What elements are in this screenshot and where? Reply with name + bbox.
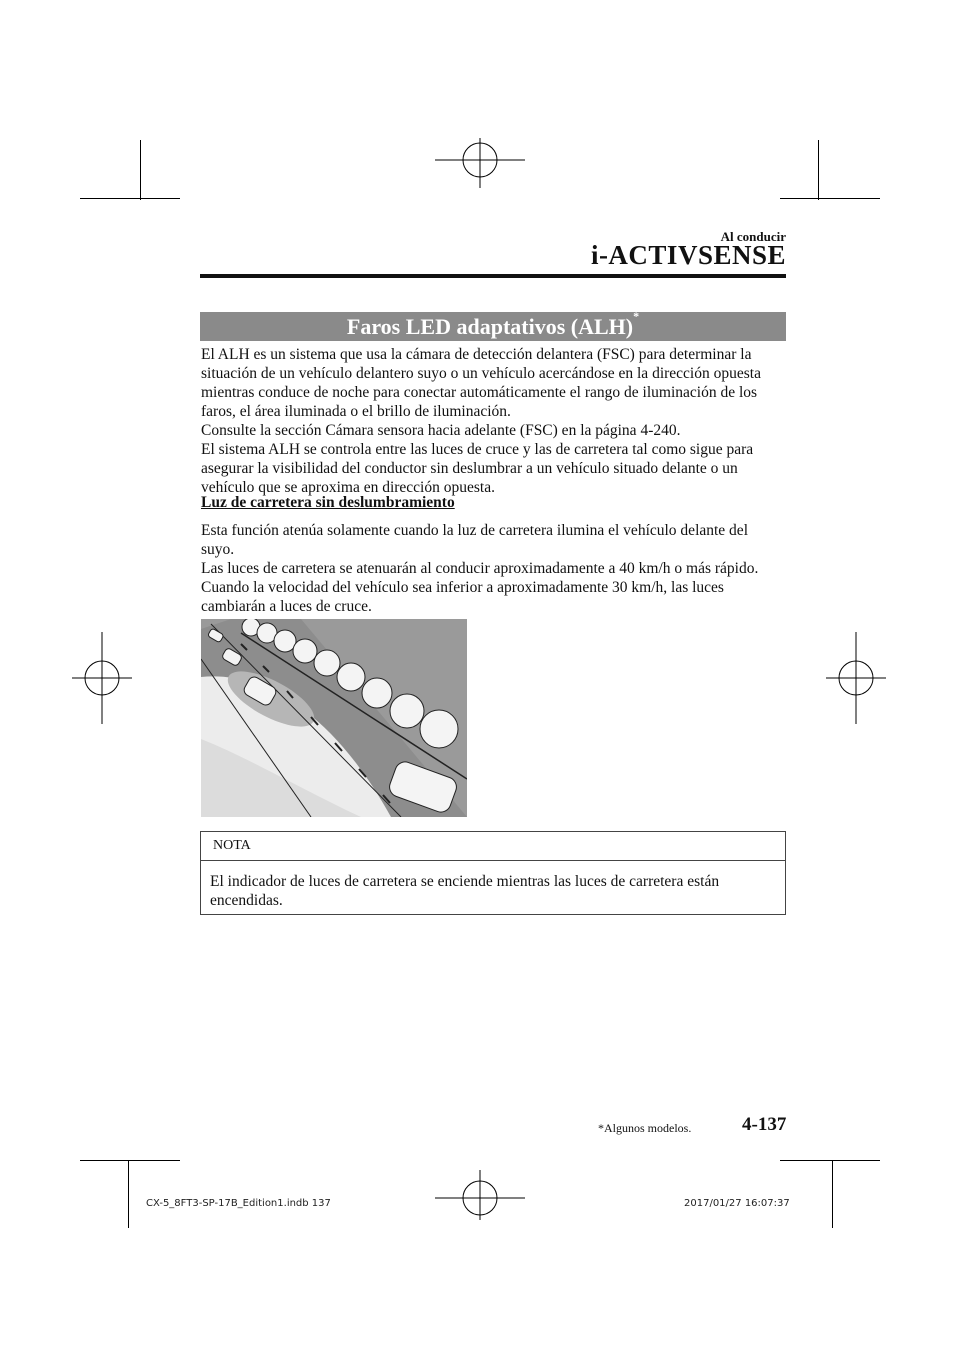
section-header: i-ACTIVSENSE	[590, 240, 786, 270]
intro-line: mientras conduce de noche para conectar automáticamente el rango de iluminación de los	[201, 384, 758, 401]
registration-mark-top	[435, 138, 525, 188]
intro-line: faros, el área iluminada o el brillo de iluminación.	[201, 403, 511, 420]
subsection-line: Esta función atenúa solamente cuando la luz de carretera ilumina el vehículo delante del	[201, 522, 748, 539]
intro-line: Consulte la sección Cámara sensora hacia adelante (FSC) en la página 4-240.	[201, 422, 681, 439]
subsection-paragraph	[201, 521, 785, 616]
subsection-line: suyo.	[201, 541, 235, 558]
footnote: *Algunos modelos.	[598, 1121, 692, 1135]
registration-mark-left	[72, 632, 132, 724]
note-line: El indicador de luces de carretera se enciende mientras las luces de carretera están	[210, 873, 720, 890]
intro-line: El ALH es un sistema que usa la cámara de detección delantera (FSC) para determinar la	[201, 346, 752, 363]
note-box	[200, 831, 786, 915]
registration-mark-right	[826, 632, 886, 724]
intro-paragraph	[201, 345, 785, 497]
intro-line: situación de un vehículo delantero suyo o un vehículo acercándose en la dirección opuesta	[201, 365, 761, 382]
print-date: 2017/01/27 16:07:37	[684, 1198, 790, 1209]
intro-line: El sistema ALH se controla entre las luces de cruce y las de carretera tal como sigue para	[201, 441, 754, 458]
section-title-bar	[200, 309, 786, 341]
chapter-label: Al conducir	[720, 229, 786, 244]
header-divider	[200, 274, 786, 278]
note-header	[201, 832, 785, 861]
subsection-line: cambiarán a luces de cruce.	[201, 598, 372, 615]
night-road-illustration	[201, 619, 467, 817]
registration-mark-bottom	[435, 1170, 525, 1220]
subsection-heading: Luz de carretera sin deslumbramiento	[201, 494, 455, 511]
intro-line: asegurar la visibilidad del conductor sin deslumbrar a un vehículo situado delante o un	[201, 460, 738, 477]
note-text	[210, 872, 770, 910]
page-number: 4-137	[742, 1114, 787, 1135]
model-footnote-mark: *	[633, 309, 640, 323]
note-line: encendidas.	[210, 892, 283, 909]
intro-line: vehículo que se aproxima en dirección opuesta.	[201, 479, 495, 496]
subsection-line: Cuando la velocidad del vehículo sea inferior a aproximadamente 30 km/h, las luces	[201, 579, 724, 596]
note-label: NOTA	[213, 838, 251, 853]
print-file-info: CX-5_8FT3-SP-17B_Edition1.indb 137	[146, 1198, 331, 1209]
subsection-line: Las luces de carretera se atenuarán al conducir aproximadamente a 40 km/h o más rápido.	[201, 560, 759, 577]
section-title: Faros LED adaptativos (ALH)	[346, 314, 634, 339]
